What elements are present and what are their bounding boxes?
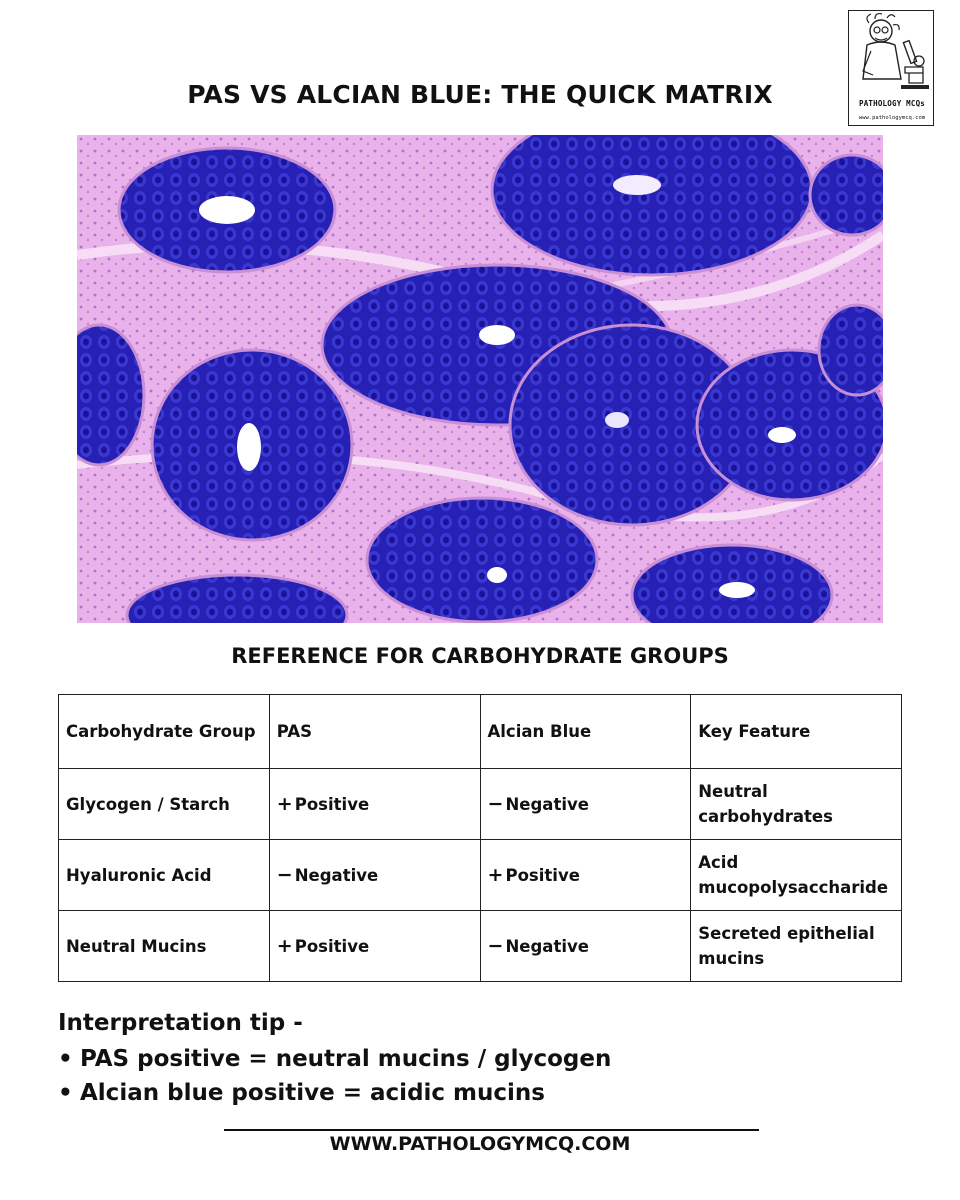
cell-group: Hyaluronic Acid: [59, 840, 270, 911]
bullet-icon: •: [58, 1046, 73, 1072]
tip-text: Alcian blue positive = acidic mucins: [80, 1080, 545, 1106]
plus-icon: +: [487, 863, 504, 886]
table-row: [59, 840, 902, 911]
tip-list: [58, 1042, 611, 1110]
plus-icon: +: [276, 934, 293, 957]
plus-icon: +: [276, 792, 293, 815]
logo-url: www.pathologymcq.com: [858, 115, 926, 121]
cell-alcian: [480, 769, 691, 840]
cell-pas: [269, 911, 480, 982]
header-cell-pas: PAS: [269, 695, 480, 769]
tip-text: PAS positive = neutral mucins / glycogen: [80, 1046, 612, 1072]
cell-pas: [269, 840, 480, 911]
carbohydrate-matrix-table: [58, 694, 902, 982]
cell-feature: Neutral carbohydrates: [691, 769, 902, 840]
section-subtitle: REFERENCE FOR CARBOHYDRATE GROUPS: [231, 644, 729, 668]
cell-alcian-text: Negative: [505, 794, 589, 814]
tip-heading: Interpretation tip -: [58, 1010, 303, 1036]
table-row: [59, 911, 902, 982]
cell-alcian: [480, 840, 691, 911]
footer-url: WWW.PATHOLOGYMCQ.COM: [329, 1133, 631, 1155]
cell-feature: Secreted epithelial mucins: [691, 911, 902, 982]
cell-group: Glycogen / Starch: [59, 769, 270, 840]
list-item: [58, 1076, 611, 1110]
table-header-row: [59, 695, 902, 769]
header-cell-alcian: Alcian Blue: [480, 695, 691, 769]
minus-icon: −: [487, 934, 504, 957]
table-row: [59, 769, 902, 840]
cell-pas-text: Positive: [294, 794, 370, 814]
page-title: PAS VS ALCIAN BLUE: THE QUICK MATRIX: [187, 80, 773, 109]
header-cell-group: Carbohydrate Group: [59, 695, 270, 769]
cell-feature: Acid mucopolysaccharide: [691, 840, 902, 911]
cell-pas: [269, 769, 480, 840]
cell-alcian-text: Positive: [505, 865, 580, 885]
logo-title: PATHOLOGY MCQs: [858, 99, 925, 108]
cell-alcian-text: Negative: [505, 936, 589, 956]
minus-icon: −: [276, 863, 293, 886]
cell-pas-text: Negative: [294, 865, 379, 885]
footer-divider: [224, 1129, 759, 1131]
cell-alcian: [480, 911, 691, 982]
list-item: [58, 1042, 611, 1076]
header-cell-feature: Key Feature: [691, 695, 902, 769]
bullet-icon: •: [58, 1080, 73, 1106]
cell-group: Neutral Mucins: [59, 911, 270, 982]
cell-pas-text: Positive: [294, 936, 370, 956]
histology-image: [77, 135, 883, 623]
minus-icon: −: [487, 792, 504, 815]
histology-micrograph-icon: [77, 135, 883, 623]
